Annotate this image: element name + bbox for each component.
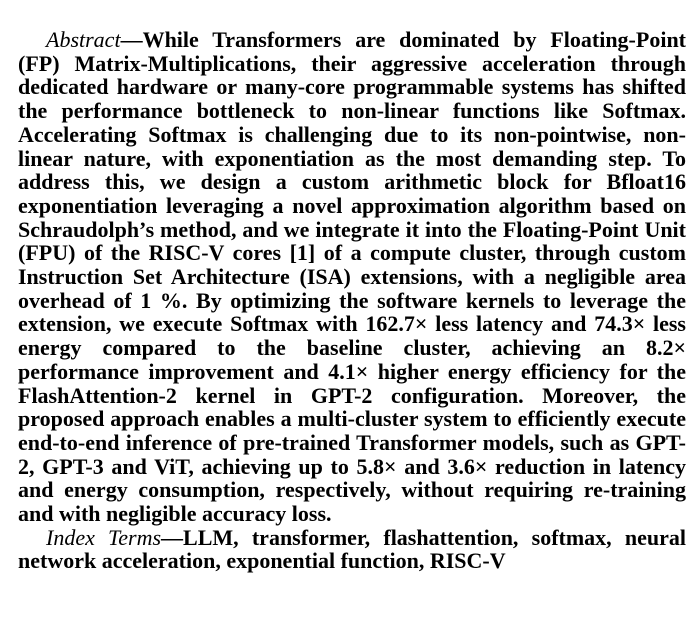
- index-terms-paragraph: [18, 526, 686, 573]
- index-terms-dash: —: [161, 524, 184, 550]
- abstract-text: While Transformers are dominated by Floating-Point (FP) Matrix-Multiplications, their aggressive acceleration through dedicated hardware or many-core programmable systems has shifted the performance bottleneck to non-linear functions like Softmax. Accelerating Softmax is challenging due to its non-pointwise, non-linear nature, with exponentiation as the most demanding step. To address this, we design a custom arithmetic block for Bfloat16 exponentiation leveraging a novel approximation algorithm based on Schraudolph’s method, and we integrate it into the Floating-Point Unit (FPU) of the RISC-V cores [1] of a compute cluster, through custom Instruction Set Architecture (ISA) extensions, with a negligible area overhead of 1 %. By optimizing the software kernels to leverage the extension, we execute Softmax with 162.7× less latency and 74.3× less energy compared to the baseline cluster, achieving an 8.2× performance improvement and 4.1× higher energy efficiency for the FlashAttention-2 kernel in GPT-2 configuration. Moreover, the proposed approach enables a multi-cluster system to efficiently execute end-to-end inference of pre-trained Transformer models, such as GPT-2, GPT-3 and ViT, achieving up to 5.8× and 3.6× reduction in latency and energy consumption, respectively, without requiring re-training and with negligible accuracy loss.: [18, 27, 686, 527]
- abstract-paragraph: [18, 28, 686, 526]
- paper-page: [18, 28, 686, 573]
- index-terms-text: LLM, transformer, flashattention, softmax, neural network acceleration, exponential function, RISC-V: [18, 524, 686, 574]
- abstract-label: Abstract: [46, 27, 121, 52]
- abstract-dash: —: [120, 27, 143, 52]
- index-terms-label: Index Terms: [46, 524, 162, 550]
